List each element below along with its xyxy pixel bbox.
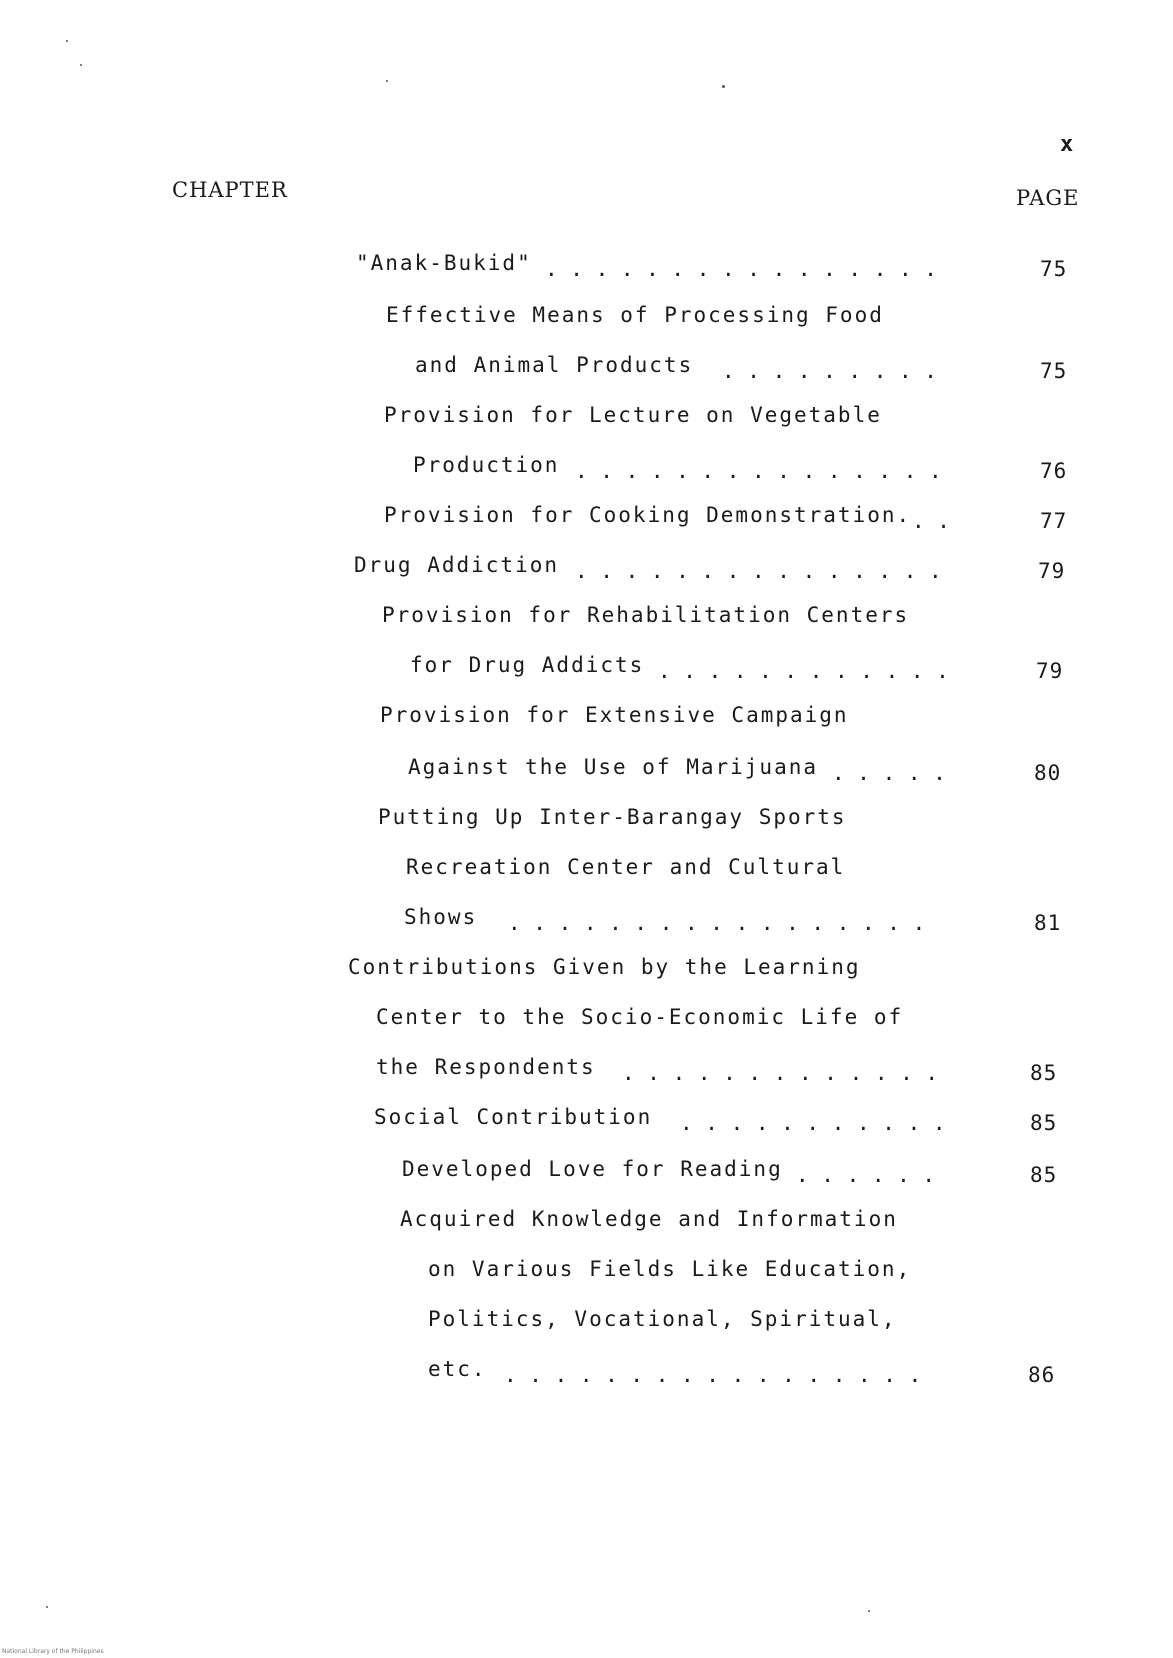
toc-leader-dots: . . . . . xyxy=(832,761,946,785)
toc-leader-dots: . . . . . . . . . . . . . xyxy=(622,1061,939,1085)
page-column-header: PAGE xyxy=(1016,186,1080,210)
toc-entry-text: Provision for Extensive Campaign xyxy=(380,703,849,727)
toc-entry-text: on Various Fields Like Education, xyxy=(428,1257,912,1281)
scan-speck xyxy=(66,40,68,42)
toc-entry-text: Recreation Center and Cultural xyxy=(406,855,846,879)
toc-leader-dots: . . . . . . . . . . . xyxy=(680,1111,946,1135)
toc-leader-dots: . . . . . . . . . . . . . . . . . xyxy=(504,1363,922,1387)
toc-leader-dots: . . . . . . . . . . . . . . . . . xyxy=(508,911,926,935)
toc-entry-text: Developed Love for Reading xyxy=(402,1157,783,1181)
toc-entry-text: Provision for Rehabilitation Centers xyxy=(382,603,910,627)
toc-entry-text: "Anak-Bukid" xyxy=(356,251,532,275)
toc-entry-text: Production xyxy=(413,453,560,477)
toc-page-number: 85 xyxy=(1030,1163,1058,1187)
toc-leader-dots: . . . . . . . . . . . . xyxy=(658,659,949,683)
toc-leader-dots: . . . . . . . . . . . . . . . xyxy=(575,459,942,483)
toc-entry-text: for Drug Addicts xyxy=(410,653,645,677)
toc-entry-text: the Respondents xyxy=(376,1055,596,1079)
toc-page-number: 85 xyxy=(1030,1111,1058,1135)
toc-entry-text: Social Contribution xyxy=(374,1105,653,1129)
toc-page-number: 75 xyxy=(1040,257,1068,281)
toc-entry-text: and Animal Products xyxy=(415,353,694,377)
footer-watermark: National Library of the Philippines xyxy=(2,1648,104,1655)
toc-leader-dots: . . . . . . . . . xyxy=(722,359,937,383)
toc-page-number: 76 xyxy=(1040,459,1068,483)
toc-entry-text: etc. xyxy=(428,1357,487,1381)
toc-entry-text: Politics, Vocational, Spiritual, xyxy=(428,1307,897,1331)
toc-entry-text: Acquired Knowledge and Information xyxy=(400,1207,898,1231)
chapter-column-header: CHAPTER xyxy=(172,178,288,202)
toc-page-number: 79 xyxy=(1038,559,1066,583)
toc-entry-text: Provision for Cooking Demonstration. xyxy=(384,503,912,527)
toc-page-number: 75 xyxy=(1040,359,1068,383)
scan-speck xyxy=(386,80,388,82)
scan-speck xyxy=(868,1610,870,1612)
toc-page-number: 80 xyxy=(1034,761,1062,785)
toc-leader-dots: . . . . . . . . . . . . . . . xyxy=(575,559,942,583)
scan-speck xyxy=(46,1606,48,1608)
toc-leader-dots: . . xyxy=(912,509,950,533)
toc-entry-text: Against the Use of Marijuana xyxy=(408,755,819,779)
toc-entry-text: Shows xyxy=(404,905,478,929)
toc-entry-text: Center to the Socio-Economic Life of xyxy=(376,1005,904,1029)
toc-page-number: 85 xyxy=(1030,1061,1058,1085)
toc-page-number: 81 xyxy=(1034,911,1062,935)
toc-entry-text: Effective Means of Processing Food xyxy=(386,303,884,327)
toc-entry-text: Drug Addiction xyxy=(354,553,560,577)
toc-leader-dots: . . . . . . . . . . . . . . . . xyxy=(545,257,937,281)
scan-speck xyxy=(722,85,725,88)
toc-entry-text: Provision for Lecture on Vegetable xyxy=(384,403,882,427)
toc-leader-dots: . . . . . . xyxy=(796,1163,936,1187)
scan-speck xyxy=(80,64,82,66)
toc-page-number: 86 xyxy=(1028,1363,1056,1387)
page-number-roman: x xyxy=(1060,132,1074,157)
toc-page-number: 77 xyxy=(1040,509,1068,533)
toc-page-number: 79 xyxy=(1036,659,1064,683)
toc-entry-text: Contributions Given by the Learning xyxy=(348,955,861,979)
toc-entry-text: Putting Up Inter-Barangay Sports xyxy=(378,805,847,829)
